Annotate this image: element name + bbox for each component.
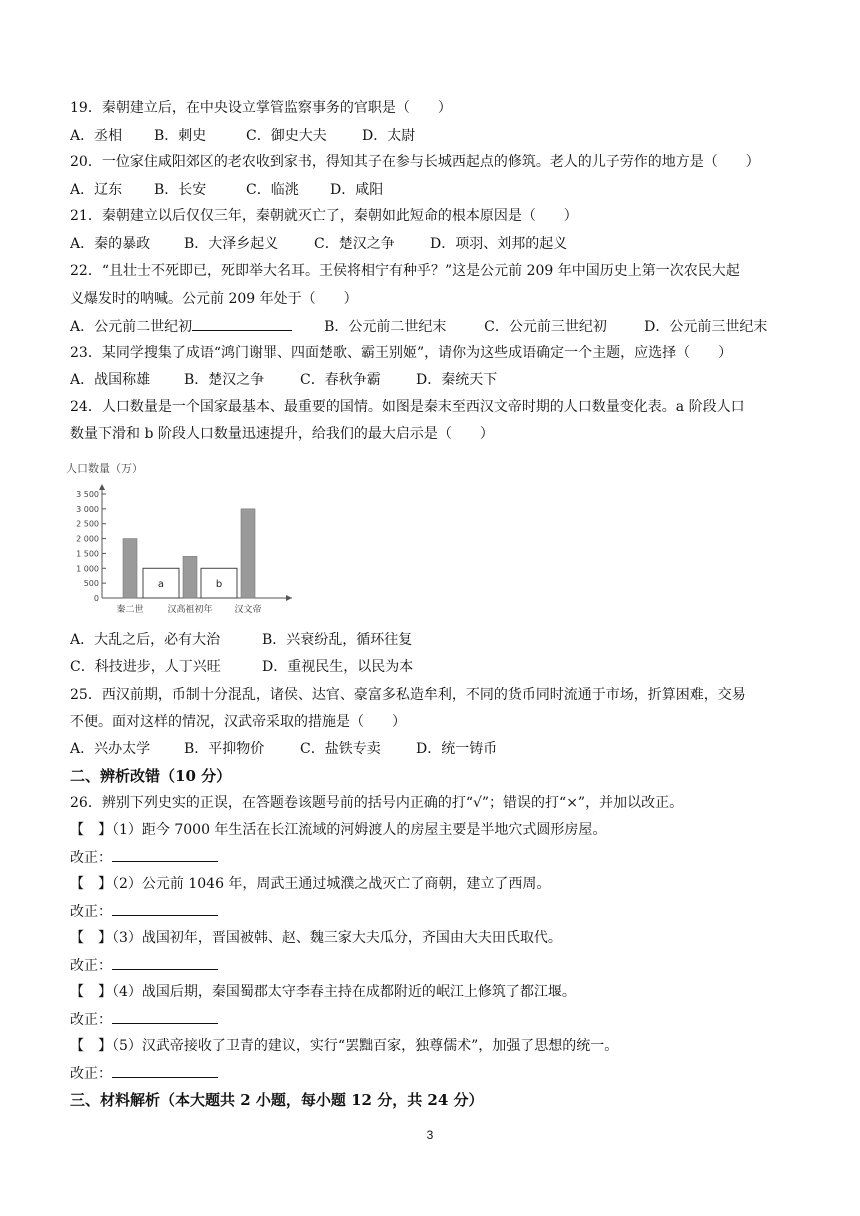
- q23-options: [70, 370, 497, 390]
- option-a: A．秦的暴政: [70, 236, 151, 252]
- x-tick-label: 秦二世: [116, 605, 144, 615]
- q21-options: [70, 234, 567, 254]
- option-a: A．辽东: [70, 182, 123, 198]
- correction-blank: [112, 955, 218, 970]
- option-c: C．春秋争霸: [300, 372, 381, 388]
- answer-bracket: 【 】: [70, 876, 112, 892]
- q24-stem-line2: 数量下滑和 b 阶段人口数量迅速提升，给我们的最大启示是（ ）: [70, 426, 494, 442]
- q26-item-2: [70, 874, 550, 894]
- option-c: C．科技进步，人丁兴旺: [70, 659, 221, 675]
- q22-stem-line1: 22．“且壮士不死即已，死即举大名耳。王侯将相宁有种乎？”这是公元前 209 年中国历史上第一次农民大起: [70, 263, 740, 279]
- y-tick-label: 1 500: [76, 549, 99, 559]
- option-c: C．公元前三世纪初: [484, 319, 607, 335]
- item-text: （1）距今 7000 年生活在长江流域的河姆渡人的房屋主要是半地穴式圆形房屋。: [112, 822, 607, 838]
- y-tick-label: 3 500: [76, 490, 99, 499]
- option-d: D．重视民生，以民为本: [262, 659, 414, 675]
- q21-stem: 21．秦朝建立以后仅仅三年，秦朝就灭亡了，秦朝如此短命的根本原因是（ ）: [70, 208, 578, 224]
- option-a: A．大乱之后，必有大治: [70, 632, 221, 648]
- bar: [241, 509, 255, 598]
- y-tick-label: 2 500: [76, 519, 99, 529]
- correction-blank: [112, 901, 218, 916]
- item-text: （2）公元前 1046 年，周武王通过城濮之战灭亡了商朝，建立了西周。: [112, 876, 551, 892]
- bar: [183, 556, 197, 598]
- q26-instruction: 26．辨别下列史实的正误，在答题卷该题号前的括号内正确的打“√”；错误的打“×”，并加以改正。: [70, 795, 684, 811]
- x-axis-labels: [116, 603, 261, 615]
- y-tick-label: 2 000: [76, 534, 99, 544]
- option-b: B．楚汉之争: [184, 372, 265, 388]
- q22-options: [70, 316, 767, 337]
- answer-blank: [192, 316, 292, 331]
- q26-item-1: [70, 820, 606, 840]
- option-b: B．公元前二世纪末: [324, 319, 447, 335]
- q19-options: [70, 126, 415, 146]
- option-b: B．平抑物价: [184, 741, 265, 757]
- correction-blank: [112, 1009, 218, 1024]
- correction-label: 改正：: [70, 1066, 112, 1082]
- option-a: A．战国称雄: [70, 372, 151, 388]
- q20-stem: 20．一位家住咸阳郊区的老农收到家书，得知其子在参与长城西起点的修筑。老人的儿子劳作的地方是（ ）: [70, 154, 760, 170]
- option-b: B．兴衰纷乱，循环往复: [262, 632, 413, 648]
- option-b: B．大泽乡起义: [184, 236, 279, 252]
- correction-blank: [112, 1063, 218, 1078]
- option-d: D．统一铸币: [416, 741, 498, 757]
- bar: [123, 539, 137, 598]
- y-tick-label: 500: [83, 579, 99, 589]
- q25-stem-line2: 不便。面对这样的情况，汉武帝采取的措施是（ ）: [70, 714, 406, 730]
- correction-line-5: [70, 1063, 218, 1084]
- x-axis-arrow: [286, 595, 292, 601]
- option-a: A．丞相: [70, 128, 123, 144]
- q24-options-row1: [70, 630, 412, 650]
- x-tick-label: 汉高祖初年: [167, 605, 213, 615]
- y-axis-arrow: [99, 484, 105, 490]
- item-text: （3）战国初年，晋国被韩、赵、魏三家大夫瓜分，齐国由大夫田氏取代。: [112, 930, 562, 946]
- option-d: D．公元前三世纪末: [644, 319, 768, 335]
- q20-options: [70, 180, 383, 200]
- stage-label: b: [215, 579, 223, 591]
- option-c: C．盐铁专卖: [300, 741, 381, 757]
- page-number: 3: [426, 1128, 434, 1142]
- chart-title: 人口数量（万）: [66, 462, 143, 475]
- correction-line-3: [70, 955, 218, 976]
- q25-options: [70, 739, 497, 759]
- correction-blank: [112, 847, 218, 862]
- correction-line-1: [70, 847, 218, 868]
- item-text: （5）汉武帝接收了卫青的建议，实行“罢黜百家，独尊儒术”，加强了思想的统一。: [112, 1038, 619, 1054]
- y-tick-label: 0: [93, 594, 99, 603]
- q22-stem-line2: 义爆发时的呐喊。公元前 209 年处于（ ）: [70, 291, 358, 307]
- q26-item-3: [70, 928, 562, 948]
- q24-options-row2: [70, 657, 413, 677]
- q19-stem: 19．秦朝建立后，在中央设立掌管监察事务的官职是（ ）: [70, 100, 452, 116]
- x-tick-label: 汉文帝: [234, 605, 262, 615]
- q26-item-5: [70, 1036, 618, 1056]
- answer-bracket: 【 】: [70, 1038, 112, 1054]
- population-bar-chart: [60, 458, 300, 620]
- q23-stem: 23．某同学搜集了成语“鸿门谢罪、四面楚歌、霸王别姬”，请你为这些成语确定一个主题，应选择（ ）: [70, 345, 733, 361]
- correction-label: 改正：: [70, 1012, 112, 1028]
- correction-label: 改正：: [70, 904, 112, 920]
- option-d: D．项羽、刘邦的起义: [430, 236, 568, 252]
- option-d: D．秦统天下: [416, 372, 498, 388]
- correction-label: 改正：: [70, 958, 112, 974]
- option-d: D．咸阳: [330, 182, 384, 198]
- option-c: C．楚汉之争: [314, 236, 395, 252]
- q25-stem-line1: 25．西汉前期，币制十分混乱，诸侯、达官、豪富多私造牟利，不同的货币同时流通于市场，折算困难，交易: [70, 687, 746, 703]
- option-b: B．长安: [154, 182, 207, 198]
- option-c: C．临洮: [246, 182, 299, 198]
- option-c: C．御史大夫: [246, 128, 327, 144]
- y-tick-label: 1 000: [76, 564, 99, 574]
- answer-bracket: 【 】: [70, 822, 112, 838]
- correction-label: 改正：: [70, 850, 112, 866]
- option-b: B．刺史: [154, 128, 207, 144]
- option-d: D．太尉: [362, 128, 416, 144]
- correction-line-4: [70, 1009, 218, 1030]
- option-a: A．公元前二世纪初: [70, 319, 193, 335]
- option-a: A．兴办太学: [70, 741, 151, 757]
- answer-bracket: 【 】: [70, 984, 112, 1000]
- correction-line-2: [70, 901, 218, 922]
- q26-item-4: [70, 982, 576, 1002]
- item-text: （4）战国后期，秦国蜀郡太守李春主持在成都附近的岷江上修筑了都江堰。: [112, 984, 576, 1000]
- answer-bracket: 【 】: [70, 930, 112, 946]
- section2-heading: 二、辨析改错（10 分）: [70, 767, 232, 785]
- section3-heading: 三、材料解析（本大题共 2 小题，每小题 12 分，共 24 分）: [70, 1091, 484, 1109]
- q24-stem-line1: 24．人口数量是一个国家最基本、最重要的国情。如图是秦末至西汉文帝时期的人口数量变化表。a 阶段人口: [70, 399, 745, 415]
- stage-label: a: [157, 579, 165, 591]
- y-tick-label: 3 000: [76, 504, 99, 514]
